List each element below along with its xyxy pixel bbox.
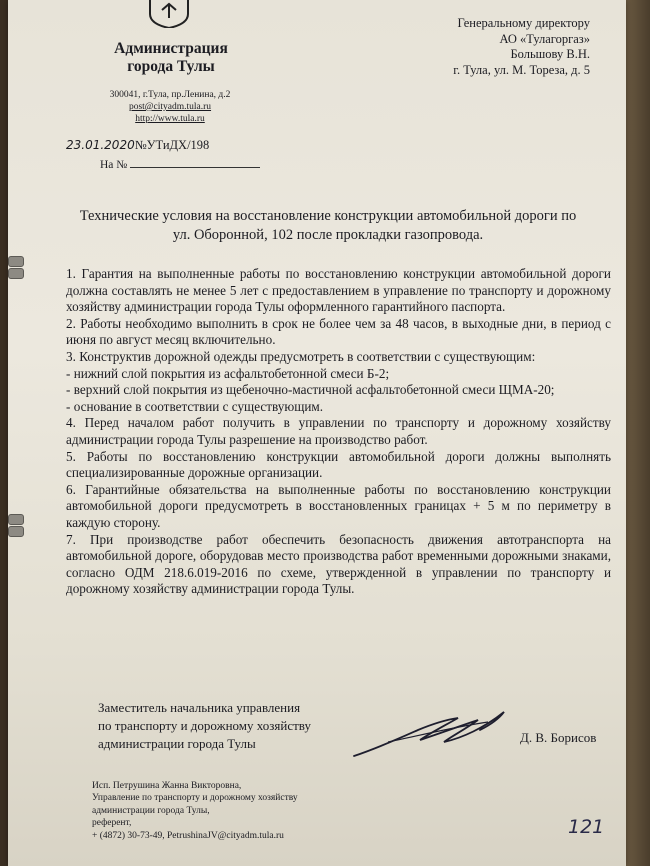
condition-item: 6. Гарантийные обязательства на выполненные работы по восстановлению конструкции автомобильной дороги предусмотреть в восстановленных границах + 5 м по периметру в каждую сторону.	[66, 481, 611, 530]
conditions-list	[66, 266, 611, 598]
title-line: ул. Оборонной, 102 после прокладки газопровода.	[172, 227, 484, 243]
condition-item: 7. При производстве работ обеспечить безопасность движения автотранспорта на автомобильной дороге, оборудовав место производства работ временными дорожными знаками, согласно ОДМ 218.6.019-2016 по схеме, утвержденной в управлении по транспорту и дорожному хозяйству администрации города Тулы.	[66, 531, 611, 597]
reference-line	[100, 157, 260, 171]
organization-name	[86, 40, 256, 76]
condition-item: 3. Конструктив дорожной одежды предусмотреть в соответствии с существующим:	[66, 348, 536, 364]
recipient-line: АО «Тулагоргаз»	[499, 31, 590, 46]
executor-line: референт,	[92, 818, 132, 829]
handwritten-signature	[348, 698, 518, 764]
binder-ring	[8, 514, 24, 525]
document-title	[48, 207, 608, 245]
condition-item: 5. Работы по восстановлению конструкции автомобильной дороги должны выполнять специализированные дорожные организации.	[66, 448, 611, 481]
recipient-line: Генеральному директору	[457, 16, 590, 30]
org-line: Администрация	[114, 40, 228, 57]
executor-line: Управление по транспорту и дорожному хозяйству	[92, 793, 298, 804]
reference-blank	[130, 157, 260, 168]
recipient-line: г. Тула, ул. М. Тореза, д. 5	[453, 62, 590, 77]
signatory-line: администрации города Тулы	[98, 736, 256, 751]
executor-line: + (4872) 30-73-49, PetrushinaJV@cityadm.tula.ru	[92, 830, 284, 841]
signatory-name: Д. В. Борисов	[520, 730, 597, 745]
reference-label: На №	[100, 159, 128, 171]
outgoing-number: №УТиДХ/198	[134, 138, 210, 152]
binder-ring	[8, 268, 24, 279]
handwritten-page-number: 121	[568, 816, 605, 838]
condition-subitem: - основание в соответствии с существующим.	[66, 398, 324, 414]
binder-ring	[8, 526, 24, 537]
background-right-edge	[624, 0, 650, 866]
executor-block	[92, 780, 298, 842]
registration-line	[66, 138, 209, 153]
title-line: Технические условия на восстановление конструкции автомобильной дороги по	[79, 208, 577, 224]
executor-line: Исп. Петрушина Жанна Викторовна,	[92, 781, 242, 791]
org-line: города Тулы	[127, 58, 215, 75]
city-crest-icon	[148, 0, 190, 28]
recipient-line: Большову В.Н.	[510, 47, 590, 61]
signatory-line: Заместитель начальника управления	[98, 700, 301, 715]
executor-line: администрации города Тулы,	[92, 805, 210, 816]
organization-address-block	[90, 89, 250, 125]
letter-page	[8, 0, 626, 866]
condition-item: 1. Гарантия на выполненные работы по восстановлению конструкции автомобильной дороги должна составлять не менее 5 лет с предоставлением в управление по транспорту и дорожному хозяйству администрации города Тулы оформленного гарантийного паспорта.	[66, 266, 611, 315]
postal-address: 300041, г.Тула, пр.Ленина, д.2	[109, 90, 231, 100]
recipient-block	[388, 16, 590, 78]
condition-item: 4. Перед началом работ получить в управлении по транспорту и дорожному хозяйству администрации города Тулы разрешение на производство работ.	[66, 415, 611, 447]
binder-ring	[8, 256, 24, 267]
website-link[interactable]: http://www.tula.ru	[135, 114, 205, 124]
handwritten-date: 23.01.2020	[66, 138, 135, 152]
email-link[interactable]: post@cityadm.tula.ru	[128, 102, 212, 112]
signatory-position	[98, 699, 311, 753]
condition-subitem: - нижний слой покрытия из асфальтобетонной смеси Б-2;	[66, 365, 390, 381]
condition-item: 2. Работы необходимо выполнить в срок не более чем за 48 часов, в выходные дни, в период с июня по август месяц включительно.	[66, 315, 611, 348]
signatory-line: по транспорту и дорожному хозяйству	[98, 718, 311, 733]
condition-subitem: - верхний слой покрытия из щебеночно-мастичной асфальтобетонной смеси ЩМА-20;	[66, 382, 555, 398]
